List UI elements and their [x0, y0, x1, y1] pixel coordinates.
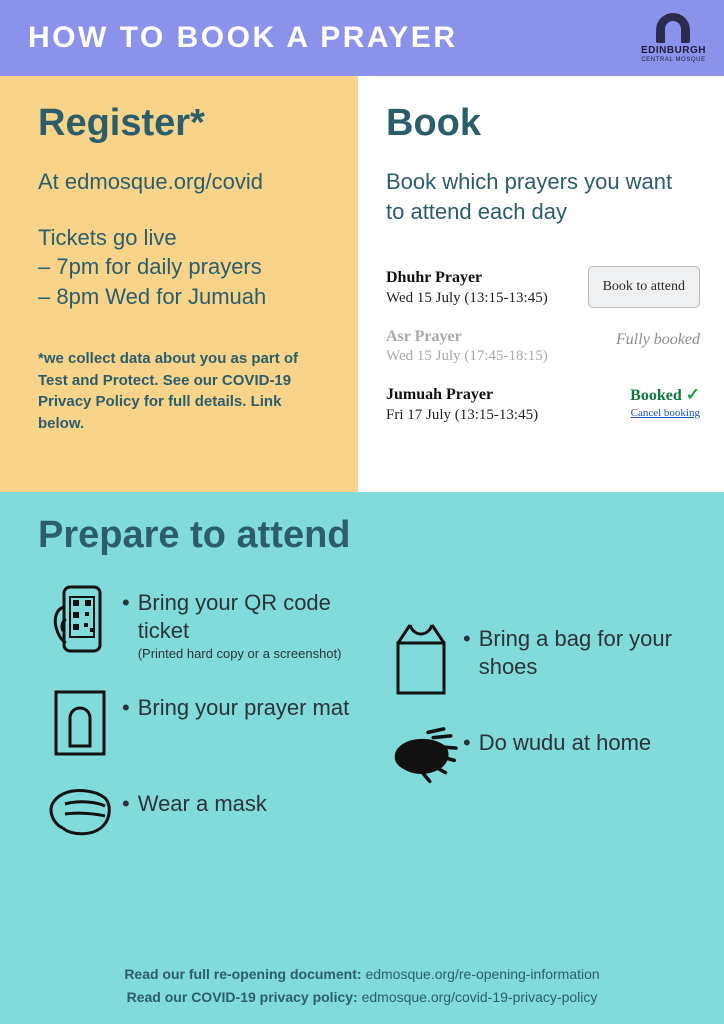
footer-line-2: [20, 986, 704, 1008]
footer-url-privacy[interactable]: edmosque.org/covid-19-privacy-policy: [361, 988, 598, 1005]
bullet: •: [463, 626, 471, 651]
poster-footer: [0, 959, 724, 1024]
prayer-time: Wed 15 July (13:15-13:45): [386, 290, 548, 307]
register-url-line: At edmosque.org/covid: [38, 169, 264, 194]
prayer-time: Fri 17 July (13:15-13:45): [386, 406, 539, 423]
footer-label-reopening: Read our full re-opening document:: [124, 966, 362, 983]
prepare-item-label: Bring your QR code ticket: [137, 590, 331, 643]
prepare-section: [0, 492, 724, 959]
poster-header: [0, 0, 724, 76]
list-item: [38, 688, 369, 758]
logo-subtitle: CENTRAL MOSQUE: [641, 57, 706, 63]
spacer: [38, 197, 334, 223]
check-icon: ✓: [685, 384, 700, 404]
prepare-item-sublabel: (Printed hard copy or a screenshot): [137, 646, 342, 661]
footer-url-reopening[interactable]: edmosque.org/re-opening-information: [365, 966, 600, 983]
list-item: [379, 619, 700, 697]
mid-section: [0, 76, 724, 492]
prepare-item-text: [138, 688, 350, 722]
prayer-name: Dhuhr Prayer: [386, 269, 483, 287]
prepare-column-right: [369, 583, 700, 866]
book-heading: Book: [386, 102, 481, 144]
washing-hands-icon: [379, 723, 463, 789]
book-to-attend-button[interactable]: Book to attend: [588, 266, 700, 308]
prayer-info: [386, 383, 538, 425]
logo-name: EDINBURGH: [640, 45, 706, 56]
shopping-bag-icon: [379, 619, 463, 697]
footer-line-1: [20, 963, 704, 985]
list-item: [38, 784, 369, 840]
prayer-info: [386, 266, 548, 308]
prayer-name: Jumuah Prayer: [386, 385, 494, 403]
prepare-grid: [38, 583, 700, 866]
tickets-line-3: – 8pm Wed for Jumuah: [38, 284, 267, 310]
prayer-row: [386, 266, 700, 308]
prepare-item-label: Bring a bag for your shoes: [478, 626, 672, 679]
register-heading: Register*: [38, 102, 205, 144]
bullet: •: [122, 791, 130, 817]
tickets-line-1: Tickets go live: [38, 224, 177, 250]
prepare-item-text: [138, 784, 267, 818]
prepare-item-text: [479, 723, 651, 757]
prayer-row: [386, 325, 700, 367]
booked-text: Booked: [630, 386, 682, 404]
edinburgh-central-mosque-logo: [641, 13, 706, 63]
prepare-item-text: [479, 619, 700, 680]
list-item: [38, 583, 369, 662]
phone-qr-ticket-icon: [38, 583, 122, 657]
book-subheading: Book which prayers you want to attend each day: [386, 169, 673, 224]
booked-status: [630, 383, 700, 419]
list-item: [379, 723, 700, 789]
cancel-booking-link[interactable]: Cancel booking: [630, 406, 700, 419]
prayer-info: [386, 325, 548, 367]
page-title: HOW TO BOOK A PRAYER: [28, 21, 458, 54]
fully-booked-status: Fully booked: [616, 330, 700, 348]
prayer-row: [386, 383, 700, 425]
prayer-list: [386, 266, 700, 425]
mosque-arch-icon: [656, 13, 690, 43]
book-panel: [358, 76, 724, 492]
tickets-line-2: – 7pm for daily prayers: [38, 254, 262, 280]
prepare-item-label: Bring your prayer mat: [137, 695, 350, 721]
footer-label-privacy: Read our COVID-19 privacy policy:: [126, 988, 358, 1005]
register-panel: [0, 76, 358, 492]
face-mask-icon: [38, 784, 122, 840]
bullet: •: [463, 730, 471, 755]
prepare-column-left: [38, 583, 369, 866]
prayer-mat-icon: [38, 688, 122, 758]
bullet: •: [122, 695, 130, 721]
prepare-heading: Prepare to attend: [38, 514, 351, 556]
booked-label: [630, 385, 700, 405]
prepare-item-label: Do wudu at home: [478, 730, 652, 755]
register-privacy-note: *we collect data about you as part of Test and Protect. See our COVID-19 Privacy Policy for full details. Link below.: [38, 349, 299, 432]
prayer-name: Asr Prayer: [386, 327, 462, 345]
bullet: •: [122, 590, 130, 615]
prayer-time: Wed 15 July (17:45-18:15): [386, 348, 548, 365]
prepare-item-label: Wear a mask: [137, 791, 267, 817]
prepare-item-text: [138, 583, 369, 662]
